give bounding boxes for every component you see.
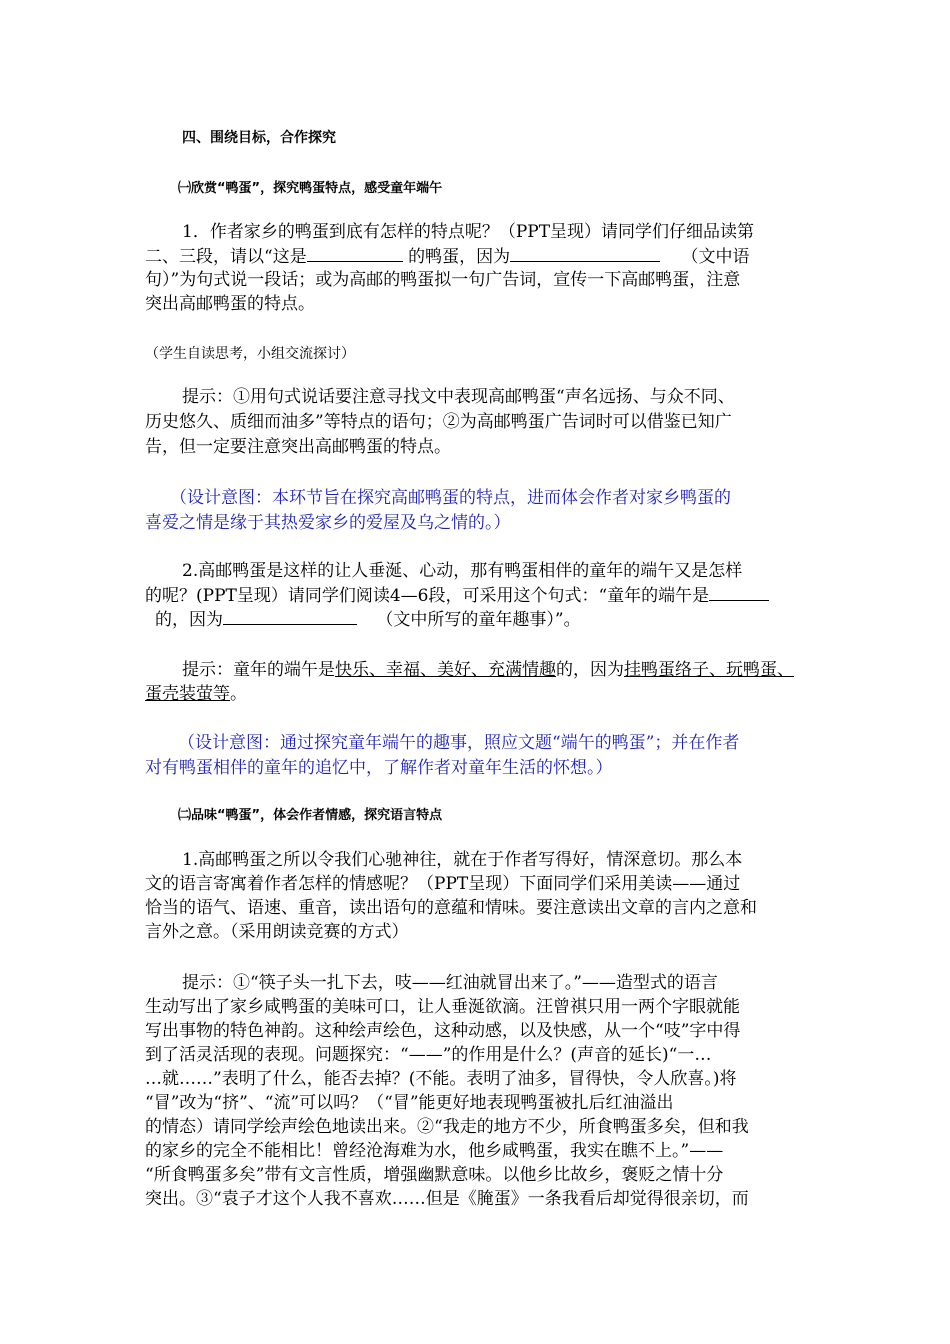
fill-blank	[223, 607, 357, 625]
q1-line-2-text-b: 的鸭蛋，因为	[408, 247, 511, 267]
tip1-line-2: 历史悠久、质细而油多”等特点的语句；②为高邮鸭蛋广告词时可以借鉴已知广	[145, 412, 732, 432]
q2-line-2	[145, 583, 769, 608]
tip2-line-2	[145, 682, 247, 706]
s2-q1-line-2: 文的语言寄寓着作者怎样的情感呢？（PPT呈现）下面同学们采用美读——通过	[145, 874, 741, 894]
s2-tip-line-1: 提示：①“筷子头一扎下去，吱——红油就冒出来了。”——造型式的语言	[182, 973, 718, 993]
q2-line-3-text-a: 的，因为	[155, 610, 223, 630]
design-intent-1-line-1: （设计意图：本环节旨在探究高邮鸭蛋的特点，进而体会作者对家乡鸭蛋的	[170, 488, 731, 508]
tip2-text-b: 的，因为	[556, 660, 624, 680]
q2-line-3	[155, 607, 581, 632]
design-intent-2-line-1: （设计意图：通过探究童年端午的趣事，照应文题“端午的鸭蛋”；并在作者	[178, 733, 740, 753]
tip2-end: 。	[230, 684, 247, 704]
design-intent-1-line-2: 喜爱之情是缘于其热爱家乡的爱屋及乌之情的。）	[145, 513, 511, 533]
tip2-line-1	[182, 658, 794, 682]
q2-line-3-text-b: （文中所写的童年趣事）”。	[376, 610, 581, 630]
s2-tip-line-3: 写出事物的特色神韵。这种绘声绘色，这种动感，以及快感，从一个“吱”字中得	[145, 1021, 741, 1041]
tip2-answer-a: 快乐、幸福、美好、充满情趣	[335, 660, 556, 680]
fill-blank	[510, 244, 660, 262]
s2-q1-line-4: 言外之意。（采用朗读竞赛的方式）	[145, 922, 409, 942]
s2-tip-line-6: “冒”改为“挤”、“流”可以吗？（“冒”能更好地表现鸭蛋被扎后红油溢出	[145, 1093, 674, 1113]
tip2-text-a: 提示：童年的端午是	[182, 660, 335, 680]
tip1-line-3: 告，但一定要注意突出高邮鸭蛋的特点。	[145, 437, 451, 457]
q1-line-2-text-c: （文中语	[681, 247, 750, 267]
s2-tip-line-7: 的情态）请同学绘声绘色地读出来。②“我走的地方不少，所食鸭蛋多矣，但和我	[145, 1117, 749, 1137]
s2-q1-line-3: 恰当的语气、语速、重音，读出语句的意蕴和情味。要注意读出文章的言内之意和	[145, 898, 757, 918]
s2-tip-line-5: …就……”表明了什么，能否去掉？(不能。表明了油多，冒得快，令人欣喜。)将	[145, 1069, 737, 1089]
fill-blank	[709, 583, 769, 601]
subsection-heading-2: ㈡品味“鸭蛋”，体会作者情感，探究语言特点	[178, 808, 443, 823]
q1-line-4: 突出高邮鸭蛋的特点。	[145, 294, 315, 314]
s2-tip-line-9: “所食鸭蛋多矣”带有文言性质，增强幽默意味。以他乡比故乡，褒贬之情十分	[145, 1165, 724, 1185]
q1-line-2-text-a: 二、三段，请以“这是	[145, 247, 307, 267]
s2-tip-line-8: 的家乡的完全不能相比！曾经沧海难为水，他乡咸鸭蛋，我实在瞧不上。”——	[145, 1141, 724, 1161]
tip1-line-1: 提示：①用句式说话要注意寻找文中表现高邮鸭蛋“声名远扬、与众不同、	[182, 387, 735, 407]
s2-q1-line-1: 1.高邮鸭蛋之所以令我们心驰神往，就在于作者写得好，情深意切。那么本	[182, 850, 743, 870]
fill-blank	[307, 244, 403, 262]
q1-line-1: 1．作者家乡的鸭蛋到底有怎样的特点呢？（PPT呈现）请同学们仔细品读第	[182, 222, 755, 242]
s2-tip-line-10: 突出。③“袁子才这个人我不喜欢……但是《腌蛋》一条我看后却觉得很亲切，而	[145, 1189, 749, 1209]
q2-line-2-text: 的呢？(PPT呈现）请同学们阅读4—6段，可采用这个句式：“童年的端午是	[145, 586, 710, 606]
s2-tip-line-4: 到了活灵活现的表现。问题探究：“——”的作用是什么？(声音的延长)“一…	[145, 1045, 712, 1065]
section-heading: 四、围绕目标，合作探究	[182, 130, 336, 146]
activity-note: （学生自读思考，小组交流探讨）	[145, 346, 355, 362]
tip2-answer-b-cont: 蛋壳装萤等	[145, 684, 230, 704]
q1-line-2	[145, 244, 750, 269]
design-intent-2-line-2: 对有鸭蛋相伴的童年的追忆中，了解作者对童年生活的怀想。）	[145, 758, 613, 778]
tip2-answer-b: 挂鸭蛋络子、玩鸭蛋、	[624, 660, 794, 680]
subsection-heading-1: ㈠欣赏“鸭蛋”，探究鸭蛋特点，感受童年端午	[178, 181, 443, 196]
q1-line-3: 句）”为句式说一段话；或为高邮的鸭蛋拟一句广告词，宣传一下高邮鸭蛋，注意	[145, 270, 741, 290]
q2-line-1: 2.高邮鸭蛋是这样的让人垂涎、心动，那有鸭蛋相伴的童年的端午又是怎样	[182, 561, 743, 581]
s2-tip-line-2: 生动写出了家乡咸鸭蛋的美味可口，让人垂涎欲滴。汪曾祺只用一两个字眼就能	[145, 997, 740, 1017]
